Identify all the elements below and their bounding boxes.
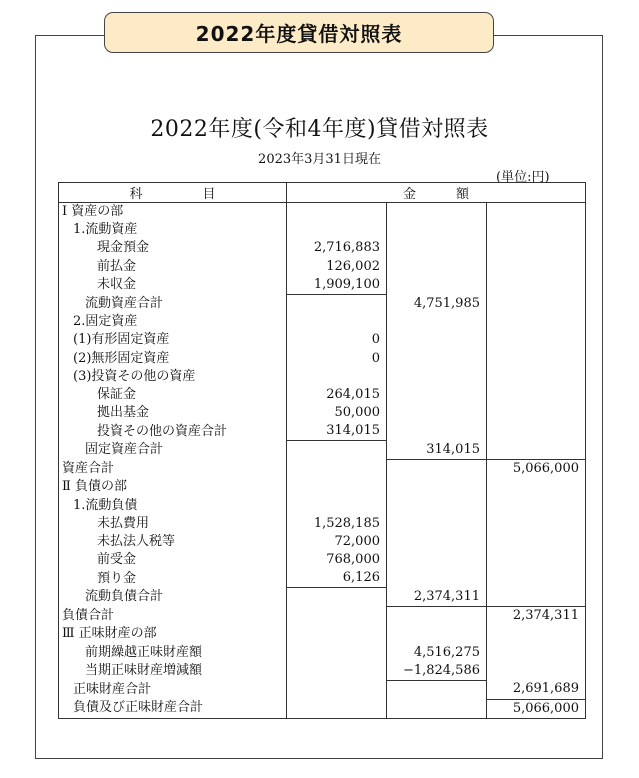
table-row bbox=[59, 221, 586, 239]
table-row bbox=[59, 497, 586, 515]
table-row bbox=[59, 331, 586, 349]
header-item-right: 目 bbox=[202, 187, 216, 202]
table-header-row bbox=[59, 183, 586, 203]
amount-col1: 1,909,100 bbox=[287, 276, 387, 295]
as-of-date: 2023年3月31日現在 bbox=[258, 152, 381, 167]
amount-col3 bbox=[487, 331, 586, 349]
balance-sheet-body bbox=[59, 203, 586, 719]
amount-col3 bbox=[487, 497, 586, 515]
table-row bbox=[59, 294, 586, 313]
amount-col3 bbox=[487, 625, 586, 643]
amount-col3 bbox=[487, 478, 586, 496]
table-row bbox=[59, 422, 586, 441]
amount-col2 bbox=[387, 386, 487, 404]
amount-col3 bbox=[487, 239, 586, 257]
amount-col2 bbox=[387, 276, 487, 295]
table-row bbox=[59, 239, 586, 257]
row-label: 負債及び正味財産合計 bbox=[59, 699, 287, 718]
amount-col1 bbox=[287, 368, 387, 386]
row-label: 現金預金 bbox=[59, 239, 287, 257]
amount-col1: 314,015 bbox=[287, 422, 387, 441]
row-label: 前払金 bbox=[59, 258, 287, 276]
header-item bbox=[59, 183, 287, 203]
row-label: 当期正味財産増減額 bbox=[59, 662, 287, 681]
amount-col1 bbox=[287, 478, 387, 496]
row-label: 資産合計 bbox=[59, 460, 287, 479]
row-label: 保証金 bbox=[59, 386, 287, 404]
amount-col2 bbox=[387, 239, 487, 257]
amount-col2 bbox=[387, 699, 487, 718]
amount-col3 bbox=[487, 441, 586, 460]
amount-col1: 72,000 bbox=[287, 533, 387, 551]
amount-col1: 0 bbox=[287, 331, 387, 349]
amount-col1 bbox=[287, 497, 387, 515]
table-row bbox=[59, 441, 586, 460]
row-label: 流動負債合計 bbox=[59, 588, 287, 607]
amount-col1: 2,716,883 bbox=[287, 239, 387, 257]
amount-col3: 5,066,000 bbox=[487, 460, 586, 479]
amount-col2 bbox=[387, 497, 487, 515]
amount-col1: 1,528,185 bbox=[287, 515, 387, 533]
amount-col3 bbox=[487, 276, 586, 295]
amount-col3 bbox=[487, 644, 586, 662]
amount-col2 bbox=[387, 607, 487, 626]
amount-col2 bbox=[387, 422, 487, 441]
header-amount-left: 金 bbox=[402, 187, 416, 202]
table-row bbox=[59, 625, 586, 643]
table-row bbox=[59, 478, 586, 496]
amount-col2 bbox=[387, 331, 487, 349]
table-row bbox=[59, 258, 586, 276]
amount-col1: 768,000 bbox=[287, 551, 387, 569]
row-label: 未収金 bbox=[59, 276, 287, 295]
amount-col2 bbox=[387, 533, 487, 551]
row-label: (1)有形固定資産 bbox=[59, 331, 287, 349]
amount-col2 bbox=[387, 404, 487, 422]
amount-col2 bbox=[387, 460, 487, 479]
header-amount-right: 額 bbox=[456, 187, 470, 202]
row-label: 2.固定資産 bbox=[59, 313, 287, 331]
table-row bbox=[59, 350, 586, 368]
amount-col1 bbox=[287, 313, 387, 331]
amount-col1 bbox=[287, 588, 387, 607]
table-row bbox=[59, 644, 586, 662]
table-row bbox=[59, 368, 586, 386]
amount-col2: 314,015 bbox=[387, 441, 487, 460]
table-row bbox=[59, 276, 586, 295]
amount-col1 bbox=[287, 699, 387, 718]
row-label: 固定資産合計 bbox=[59, 441, 287, 460]
table-row bbox=[59, 662, 586, 681]
amount-col1: 126,002 bbox=[287, 258, 387, 276]
amount-col1 bbox=[287, 294, 387, 313]
table-row bbox=[59, 588, 586, 607]
amount-col2 bbox=[387, 258, 487, 276]
amount-col3 bbox=[487, 368, 586, 386]
amount-col3 bbox=[487, 350, 586, 368]
amount-col3: 2,374,311 bbox=[487, 607, 586, 626]
row-label: 前期繰越正味財産額 bbox=[59, 644, 287, 662]
row-label: Ⅱ 負債の部 bbox=[59, 478, 287, 496]
amount-col1: 50,000 bbox=[287, 404, 387, 422]
row-label: 正味財産合計 bbox=[59, 680, 287, 699]
amount-col1 bbox=[287, 460, 387, 479]
table-row bbox=[59, 203, 586, 222]
amount-col2 bbox=[387, 569, 487, 588]
amount-col3 bbox=[487, 386, 586, 404]
amount-col3 bbox=[487, 313, 586, 331]
row-label: 拠出基金 bbox=[59, 404, 287, 422]
document-title: 2022年度(令和4年度)貸借対照表 bbox=[150, 117, 489, 142]
table-row bbox=[59, 699, 586, 718]
amount-col2 bbox=[387, 203, 487, 222]
title-tab: 2022年度貸借対照表 bbox=[104, 12, 494, 53]
amount-col3: 2,691,689 bbox=[487, 680, 586, 699]
amount-col2 bbox=[387, 350, 487, 368]
table-row bbox=[59, 460, 586, 479]
balance-sheet-table bbox=[58, 182, 586, 719]
amount-col2 bbox=[387, 551, 487, 569]
amount-col3 bbox=[487, 533, 586, 551]
amount-col3 bbox=[487, 221, 586, 239]
table-row bbox=[59, 404, 586, 422]
amount-col2: 4,751,985 bbox=[387, 294, 487, 313]
amount-col3 bbox=[487, 515, 586, 533]
amount-col3 bbox=[487, 404, 586, 422]
table-row bbox=[59, 515, 586, 533]
amount-col1 bbox=[287, 680, 387, 699]
amount-col2: 2,374,311 bbox=[387, 588, 487, 607]
amount-col2 bbox=[387, 515, 487, 533]
table-row bbox=[59, 680, 586, 699]
amount-col2 bbox=[387, 478, 487, 496]
row-label: Ⅰ 資産の部 bbox=[59, 203, 287, 222]
amount-col3 bbox=[487, 422, 586, 441]
amount-col3: 5,066,000 bbox=[487, 699, 586, 718]
table-row bbox=[59, 533, 586, 551]
amount-col3 bbox=[487, 258, 586, 276]
row-label: 前受金 bbox=[59, 551, 287, 569]
amount-col3 bbox=[487, 588, 586, 607]
row-label: 未払法人税等 bbox=[59, 533, 287, 551]
amount-col2 bbox=[387, 221, 487, 239]
amount-col3 bbox=[487, 294, 586, 313]
amount-col2 bbox=[387, 313, 487, 331]
amount-col1: 0 bbox=[287, 350, 387, 368]
table-row bbox=[59, 386, 586, 404]
table-row bbox=[59, 551, 586, 569]
header-amount bbox=[287, 183, 586, 203]
table-row bbox=[59, 607, 586, 626]
table-row bbox=[59, 569, 586, 588]
row-label: 預り金 bbox=[59, 569, 287, 588]
amount-col3 bbox=[487, 569, 586, 588]
amount-col1 bbox=[287, 221, 387, 239]
amount-col3 bbox=[487, 551, 586, 569]
row-label: 流動資産合計 bbox=[59, 294, 287, 313]
amount-col1 bbox=[287, 441, 387, 460]
amount-col2 bbox=[387, 368, 487, 386]
header-item-left: 科 bbox=[129, 187, 143, 202]
amount-col1 bbox=[287, 625, 387, 643]
amount-col2 bbox=[387, 680, 487, 699]
row-label: (3)投資その他の資産 bbox=[59, 368, 287, 386]
amount-col2: 4,516,275 bbox=[387, 644, 487, 662]
row-label: 未払費用 bbox=[59, 515, 287, 533]
row-label: Ⅲ 正味財産の部 bbox=[59, 625, 287, 643]
row-label: 1.流動資産 bbox=[59, 221, 287, 239]
amount-col2 bbox=[387, 625, 487, 643]
amount-col1 bbox=[287, 662, 387, 681]
amount-col1: 264,015 bbox=[287, 386, 387, 404]
amount-col3 bbox=[487, 662, 586, 681]
amount-col1: 6,126 bbox=[287, 569, 387, 588]
row-label: 投資その他の資産合計 bbox=[59, 422, 287, 441]
amount-col3 bbox=[487, 203, 586, 222]
row-label: 1.流動負債 bbox=[59, 497, 287, 515]
row-label: (2)無形固定資産 bbox=[59, 350, 287, 368]
table-row bbox=[59, 313, 586, 331]
amount-col2: −1,824,586 bbox=[387, 662, 487, 681]
row-label: 負債合計 bbox=[59, 607, 287, 626]
amount-col1 bbox=[287, 644, 387, 662]
amount-col1 bbox=[287, 607, 387, 626]
unit-label: (単位:円) bbox=[496, 170, 550, 185]
amount-col1 bbox=[287, 203, 387, 222]
